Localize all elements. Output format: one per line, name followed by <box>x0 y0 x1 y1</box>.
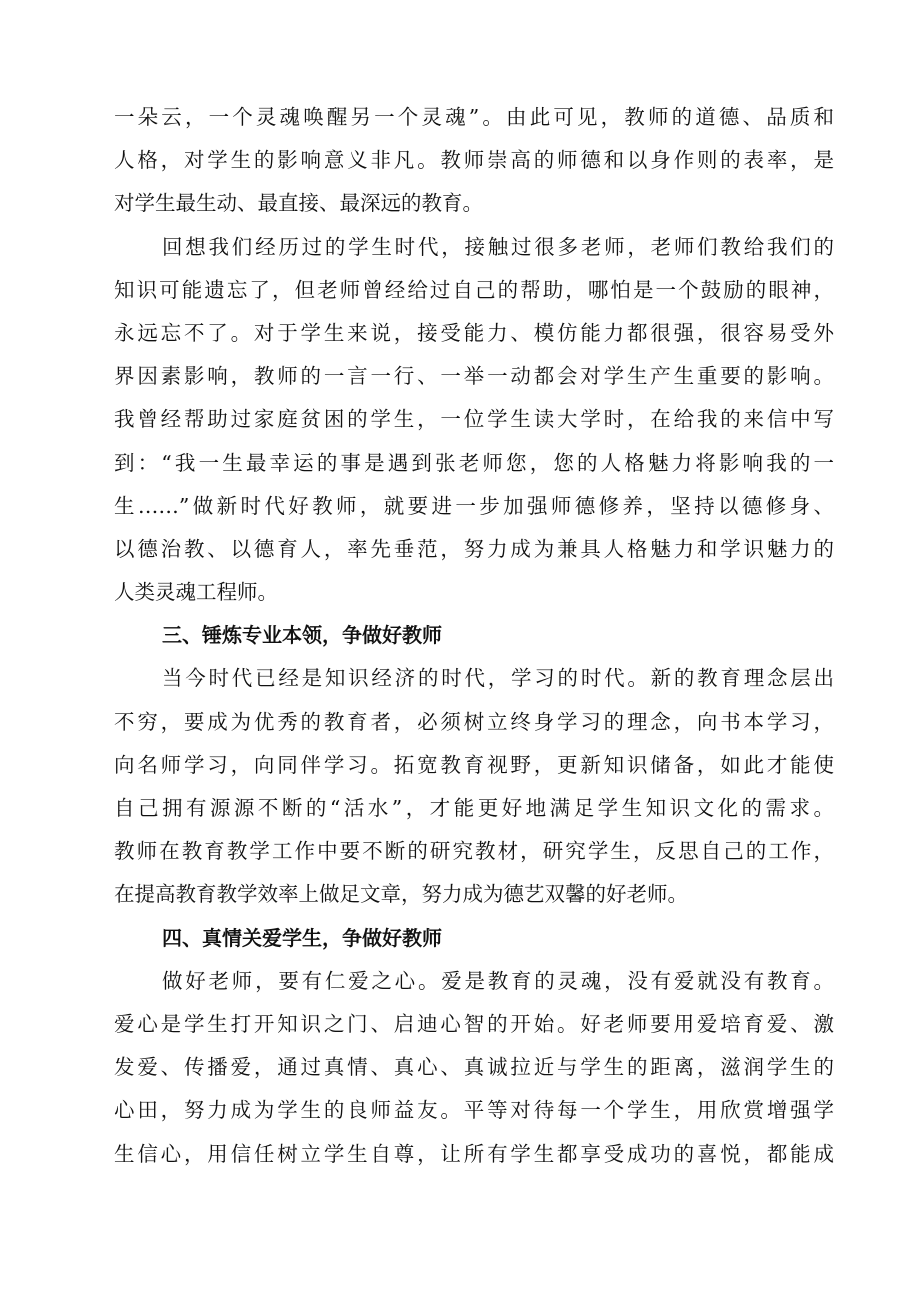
text-line: 心田，努力成为学生的良师益友。平等对待每一个学生，用欣赏增强学 <box>114 1098 834 1123</box>
text-line: 回想我们经历过的学生时代，接触过很多老师，老师们教给我们的 <box>162 234 834 259</box>
text-line: 一朵云，一个灵魂唤醒另一个灵魂”。由此可见，教师的道德、品质和 <box>114 105 834 129</box>
text-line: 不穷，要成为优秀的教育者，必须树立终身学习的理念，向书本学习， <box>114 709 834 734</box>
text-line: 生……”做新时代好教师，就要进一步加强师德修养，坚持以德修身、 <box>114 493 834 518</box>
text-line: 在提高教育教学效率上做足文章，努力成为德艺双馨的好老师。 <box>114 882 688 907</box>
text-line: 当今时代已经是知识经济的时代，学习的时代。新的教育理念层出 <box>162 666 834 691</box>
document-body <box>114 96 834 1176</box>
text-line: 自己拥有源源不断的“活水”，才能更好地满足学生知识文化的需求。 <box>114 796 834 820</box>
text-line: 爱心是学生打开知识之门、启迪心智的开始。好老师要用爱培育爱、激 <box>114 1011 834 1036</box>
text-line: 知识可能遗忘了，但老师曾经给过自己的帮助，哪怕是一个鼓励的眼神， <box>114 277 834 302</box>
text-line: 教师在教育教学工作中要不断的研究教材，研究学生，反思自己的工作， <box>114 839 834 864</box>
text-line: 发爱、传播爱，通过真情、真心、真诚拉近与学生的距离，滋润学生的 <box>114 1055 834 1080</box>
text-line: 到：“我一生最幸运的事是遇到张老师您，您的人格魅力将影响我的一 <box>114 450 834 475</box>
text-line: 对学生最生动、最直接、最深远的教育。 <box>114 191 483 216</box>
section-heading-3: 三、锤炼专业本领，争做好教师 <box>162 623 442 648</box>
text-line: 以德治教、以德育人，率先垂范，努力成为兼具人格魅力和学识魅力的 <box>114 536 834 561</box>
section-heading-4: 四、真情关爱学生，争做好教师 <box>162 925 442 950</box>
text-line: 我曾经帮助过家庭贫困的学生，一位学生读大学时，在给我的来信中写 <box>114 407 834 432</box>
text-line: 人格，对学生的影响意义非凡。教师崇高的师德和以身作则的表率，是 <box>114 148 834 173</box>
text-line: 永远忘不了。对于学生来说，接受能力、模仿能力都很强，很容易受外 <box>114 320 834 345</box>
text-line: 人类灵魂工程师。 <box>114 580 278 605</box>
text-line: 做好老师，要有仁爱之心。爱是教育的灵魂，没有爱就没有教育。 <box>162 968 834 993</box>
text-line: 向名师学习，向同伴学习。拓宽教育视野，更新知识储备，如此才能使 <box>114 752 834 777</box>
text-line: 界因素影响，教师的一言一行、一举一动都会对学生产生重要的影响。 <box>114 364 834 389</box>
text-line: 生信心，用信任树立学生自尊，让所有学生都享受成功的喜悦，都能成 <box>114 1141 834 1166</box>
